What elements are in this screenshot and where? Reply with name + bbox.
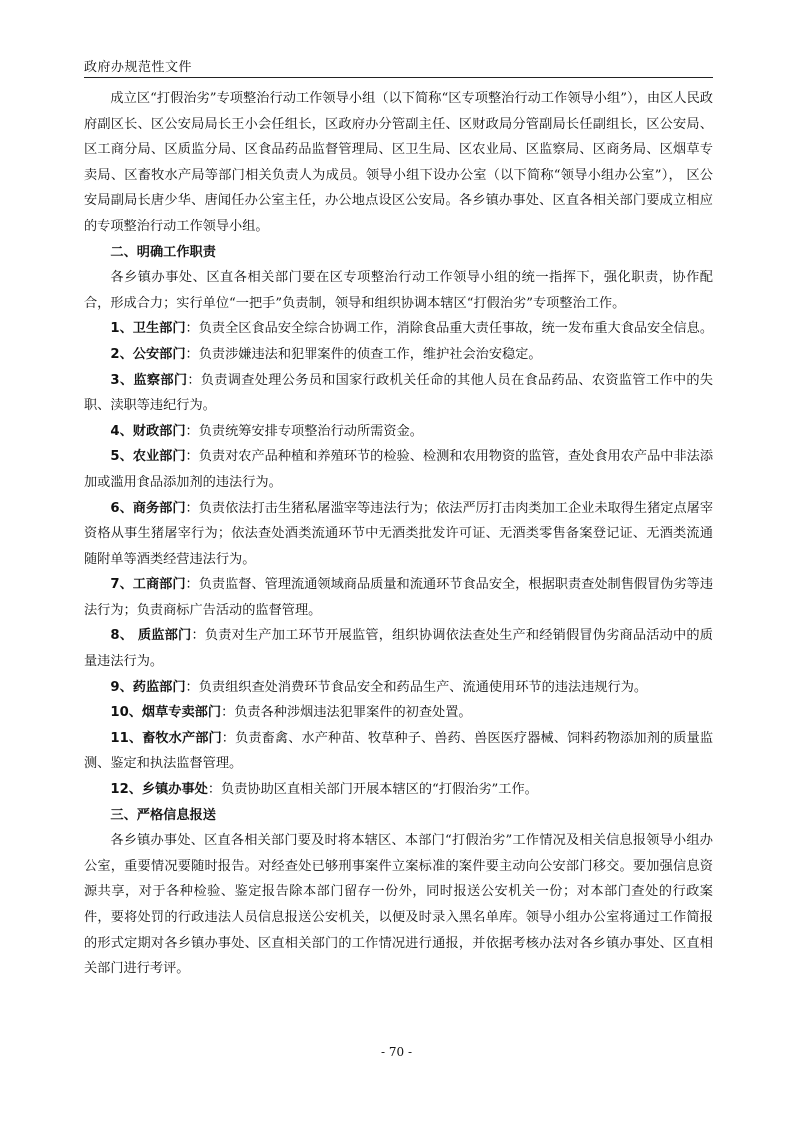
- duty-item: [84, 623, 713, 674]
- duty-item-label: 9、药监部门: [110, 679, 186, 695]
- section-heading-duties: 二、明确工作职责: [110, 244, 216, 260]
- duty-item-label: 5、农业部门: [110, 449, 186, 465]
- duty-item-label: 1、卫生部门: [110, 321, 186, 337]
- header-rule: [84, 77, 713, 78]
- section-heading-reporting: 三、严格信息报送: [110, 807, 216, 823]
- duty-item-text: ：负责涉嫌违法和犯罪案件的侦查工作，维护社会治安稳定。: [185, 346, 542, 362]
- duty-item: [84, 700, 713, 726]
- duty-item-text: ：负责全区食品安全综合协调工作，消除食品重大责任事故，统一发布重大食品安全信息。: [185, 321, 714, 337]
- duty-item-label: 8、 质监部门: [110, 628, 192, 644]
- duty-item-label: 4、财政部门: [110, 423, 186, 439]
- duty-item: [84, 675, 713, 701]
- duty-item-label: 10、烟草专卖部门: [110, 705, 222, 721]
- reporting-paragraph: 各乡镇办事处、区直各相关部门要及时将本辖区、本部门“打假治劣”工作情况及相关信息报领导小组办公室，重要情况要随时报告。对经查处已够刑事案件立案标准的案件要主动向公安部门移交。要加强信息资源共享，对于各种检验、鉴定报告除本部门留存一份外，同时报送公安机关一份；对本部门查处的行政案件，要将处罚的行政违法人员信息报送公安机关，以便及时录入黑名单库。领导小组办公室将通过工作简报的形式定期对各乡镇办事处、区直相关部门的工作情况进行通报，并依据考核办法对各乡镇办事处、区直相关部门进行考评。: [84, 833, 713, 977]
- duty-item-text: ：负责对生产加工环节开展监管，组织协调依法查处生产和经销假冒伪劣商品活动中的质量违法行为。: [84, 628, 713, 670]
- duty-item: [84, 726, 713, 777]
- duty-item-label: 3、监察部门: [110, 372, 188, 388]
- duty-item-label: 2、公安部门: [110, 346, 186, 362]
- document-body: [84, 86, 713, 982]
- duty-item-label: 7、工商部门: [110, 577, 186, 593]
- duty-item-text: ：负责调查处理公务员和国家行政机关任命的其他人员在食品药品、农资监管工作中的失职、渎职等违纪行为。: [84, 372, 713, 414]
- duty-item-text: ：负责对农产品种植和养殖环节的检验、检测和农用物资的监管，查处食用农产品中非法添加或滥用食品添加剂的违法行为。: [84, 449, 714, 490]
- duty-item-text: ：负责依法打击生猪私屠滥宰等违法行为；依法严厉打击肉类加工企业未取得生猪定点屠宰资格从事生猪屠宰行为；依法查处酒类流通环节中无酒类批发许可证、无酒类零售备案登记证、无酒类流通随附单等酒类经营违法行为。: [84, 500, 714, 567]
- duty-item-text: ：负责畜禽、水产种苗、牧草种子、兽药、兽医医疗器械、饲料药物添加剂的质量监测、鉴定和执法监督管理。: [84, 730, 714, 772]
- intro-paragraph: 成立区“打假治劣”专项整治行动工作领导小组（以下简称“区专项整治行动工作领导小组”），由区人民政府副区长、区公安局局长王小会任组长，区政府办分管副主任、区财政局分管副局长任副组长，区公安局、区工商分局、区质监分局、区食品药品监督管理局、区卫生局、区农业局、区监察局、区商务局、区烟草专卖局、区畜牧水产局等部门相关负责人为成员。领导小组下设办公室（以下简称“领导小组办公室”）， 区公安局副局长唐少华、唐闻任办公室主任，办公地点设区公安局。各乡镇办事处、区直各相关部门要成立相应的专项整治行动工作领导小组。: [84, 91, 713, 234]
- duty-item-text: ：负责统筹安排专项整治行动所需资金。: [185, 423, 423, 439]
- duty-item-label: 12、乡镇办事处: [110, 782, 208, 798]
- duty-item: [84, 572, 713, 623]
- duty-item: [84, 342, 713, 368]
- duty-item: [84, 419, 713, 445]
- duty-item: [84, 777, 713, 803]
- page-header: 政府办规范性文件: [84, 60, 193, 75]
- page-number: - 70 -: [380, 1045, 412, 1059]
- duty-item-label: 11、畜牧水产部门: [110, 730, 222, 746]
- duty-item-text: ：负责协助区直相关部门开展本辖区的“打假治劣”工作。: [207, 782, 538, 798]
- duty-item-text: ：负责各种涉烟违法犯罪案件的初查处置。: [221, 705, 472, 721]
- duty-item: [84, 444, 713, 495]
- duty-item-text: ：负责监督、管理流通领域商品质量和流通环节食品安全，根据职责查处制售假冒伪劣等违法行为；负责商标广告活动的监督管理。: [84, 577, 714, 618]
- duty-item: [84, 316, 713, 342]
- duties-paragraph: 各乡镇办事处、区直各相关部门要在区专项整治行动工作领导小组的统一指挥下，强化职责，协作配合，形成合力；实行单位“一把手”负责制，领导和组织协调本辖区“打假治劣”专项整治工作。: [84, 270, 713, 311]
- duty-item: [84, 496, 713, 573]
- duty-item-label: 6、商务部门: [110, 500, 186, 516]
- duty-item: [84, 368, 713, 419]
- duty-item-text: ：负责组织查处消费环节食品安全和药品生产、流通使用环节的违法违规行为。: [185, 679, 648, 695]
